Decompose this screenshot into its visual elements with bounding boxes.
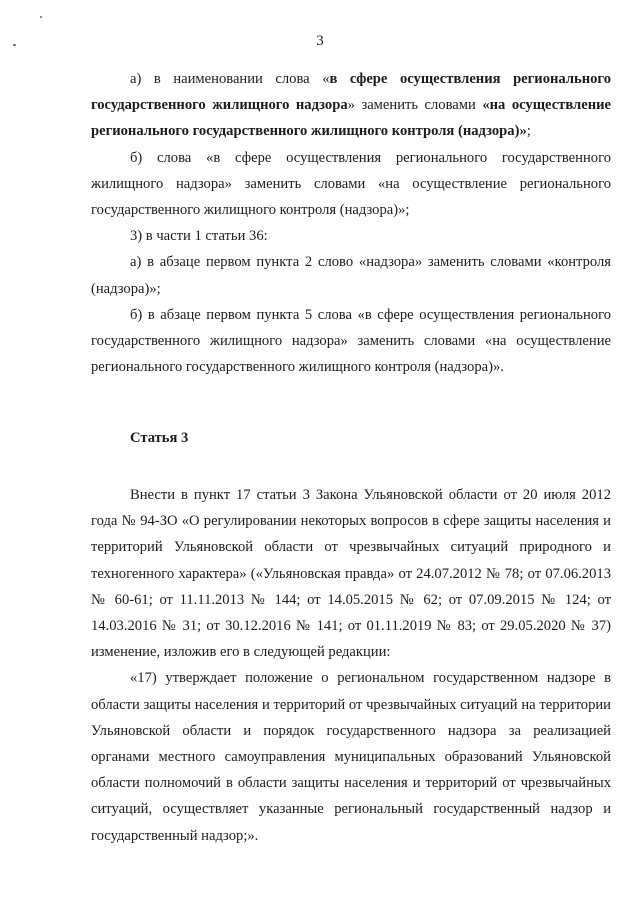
item-a-text-2: » заменить словами bbox=[347, 97, 483, 114]
item-3-part1: 3) в части 1 статьи 36: bbox=[130, 228, 268, 245]
amendment-items bbox=[91, 66, 611, 380]
item-a-text-1: а) в наименовании слова « bbox=[130, 71, 330, 87]
item-b-point5: б) в абзаце первом пункта 5 слова «в сфере осуществления регионального государственного жилищного надзора» заменить словами «на осуществление регионального государственного жилищного контроля (надзора)». bbox=[91, 306, 611, 376]
article-3-intro: Внести в пункт 17 статьи 3 Закона Ульяновской области от 20 июля 2012 года № 94-ЗО «О регулировании некоторых вопросов в сфере защиты населения и территорий Ульяновской области от чрезвычайных ситуаций природного и техногенного характера» («Ульяновская правда» от 24.07.2012 № 78; от 07.06.2013 № 60-61; от 11.11.2013 № 144; от 14.05.2015 № 62; от 07.09.2015 № 124; от 14.03.2016 № 31; от 30.12.2016 № 141; от 01.11.2019 № 83; от 29.05.2020 № 37) изменение, изложив его в следующей редакции: bbox=[91, 487, 611, 661]
item-a-name bbox=[91, 66, 611, 145]
article-3-new-wording: «17) утверждает положение о региональном государственном надзоре в области защиты населения и территорий от чрезвычайных ситуаций на территории Ульяновской области и порядок государственного надзора за реализацией органами местного самоуправления муниципальных образований Ульяновской области полномочий в области защиты населения и территорий от чрезвычайных ситуаций, осуществляет указанные региональный государственный надзор и государственный надзор;». bbox=[91, 670, 611, 844]
article-3-body bbox=[91, 482, 611, 849]
page-number: 3 bbox=[316, 33, 324, 49]
scan-speck bbox=[40, 16, 42, 18]
item-a-new-phrase: «на осуществление регионального государственного жилищного контроля (надзора)» bbox=[91, 97, 611, 140]
article-3-title: Статья 3 bbox=[130, 430, 189, 446]
item-a-point2: а) в абзаце первом пункта 2 слово «надзора» заменить словами «контроля (надзора)»; bbox=[91, 254, 611, 297]
item-a-text-3: ; bbox=[526, 123, 531, 140]
item-b-words: б) слова «в сфере осуществления регионального государственного жилищного надзора» заменить словами «на осуществление регионального государственного жилищного контроля (надзора)»; bbox=[91, 149, 611, 219]
item-a-old-phrase: в сфере осуществления регионального государственного жилищного надзора bbox=[91, 71, 611, 114]
